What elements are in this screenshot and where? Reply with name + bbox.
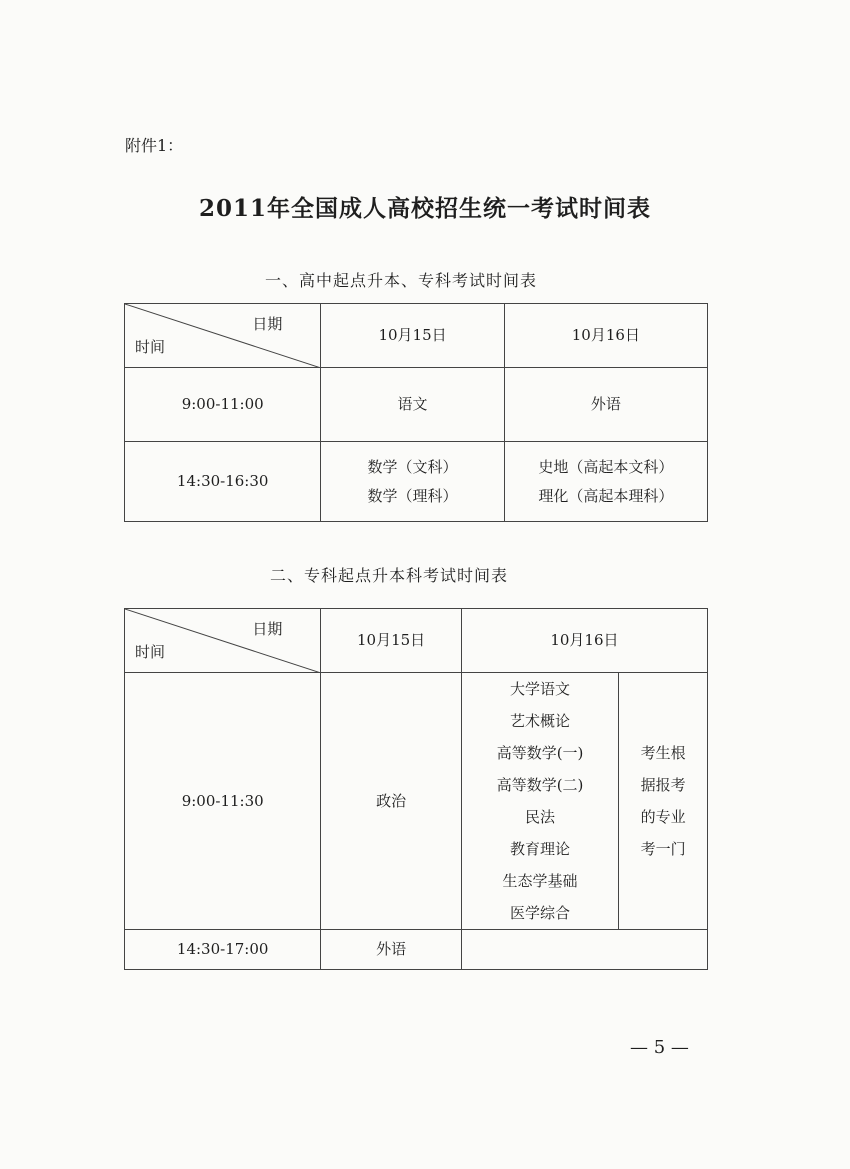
note-line: 的专业 [640, 808, 686, 826]
section2-heading: 二、专科起点升本科考试时间表 [270, 566, 509, 585]
elective-subjects-cell [461, 673, 618, 930]
list-item: 生态学基础 [502, 872, 578, 890]
document-title: 2011年全国成人高校招生统一考试时间表 [198, 195, 651, 222]
subject-cell [504, 442, 707, 522]
empty-cell [461, 930, 707, 970]
table-header-row [125, 304, 708, 368]
list-item: 高等数学(二) [496, 776, 584, 794]
note-line: 考一门 [640, 840, 686, 858]
corner-header-cell [125, 609, 321, 673]
subject: 理化（高起本理科） [538, 486, 674, 505]
list-item: 大学语文 [510, 680, 571, 698]
list-item: 医学综合 [510, 904, 571, 922]
day1-header: 10月15日 [321, 609, 461, 673]
day2-header: 10月16日 [504, 304, 707, 368]
subject-cell [321, 442, 504, 522]
corner-date-label: 日期 [252, 620, 283, 638]
subject: 外语 [590, 395, 621, 414]
list-item: 艺术概论 [510, 712, 571, 730]
table-row [125, 930, 708, 970]
subject-cell [504, 368, 707, 442]
table-row [125, 368, 708, 442]
subject-cell: 政治 [321, 673, 461, 930]
section2-table [124, 608, 708, 970]
note-line: 考生根 [640, 744, 686, 762]
subject-cell: 外语 [321, 930, 461, 970]
list-item: 教育理论 [510, 840, 571, 858]
list-item: 高等数学(一) [496, 744, 584, 762]
subject: 史地（高起本文科） [538, 458, 674, 476]
subject-cell [321, 368, 504, 442]
page-number: — 5 — [630, 1037, 689, 1058]
subject: 语文 [397, 395, 428, 414]
corner-header-cell [125, 304, 321, 368]
corner-date-label: 日期 [252, 315, 283, 333]
table-row [125, 673, 708, 930]
section1-heading: 一、高中起点升本、专科考试时间表 [265, 271, 538, 290]
subject: 数学（文科） [367, 458, 458, 476]
day1-header: 10月15日 [321, 304, 504, 368]
section1-table [124, 303, 708, 522]
attachment-label: 附件1： [125, 136, 184, 155]
note-line: 据报考 [640, 776, 686, 794]
time-cell: 9:00-11:00 [125, 368, 321, 442]
elective-note-cell [619, 673, 708, 930]
corner-time-label: 时间 [135, 337, 166, 356]
corner-time-label: 时间 [135, 642, 166, 661]
time-cell: 9:00-11:30 [125, 673, 321, 930]
table-row [125, 442, 708, 522]
list-item: 民法 [525, 808, 556, 826]
day2-header: 10月16日 [461, 609, 707, 673]
subject: 数学（理科） [367, 486, 458, 505]
time-cell: 14:30-17:00 [125, 930, 321, 970]
table-header-row [125, 609, 708, 673]
time-cell: 14:30-16:30 [125, 442, 321, 522]
